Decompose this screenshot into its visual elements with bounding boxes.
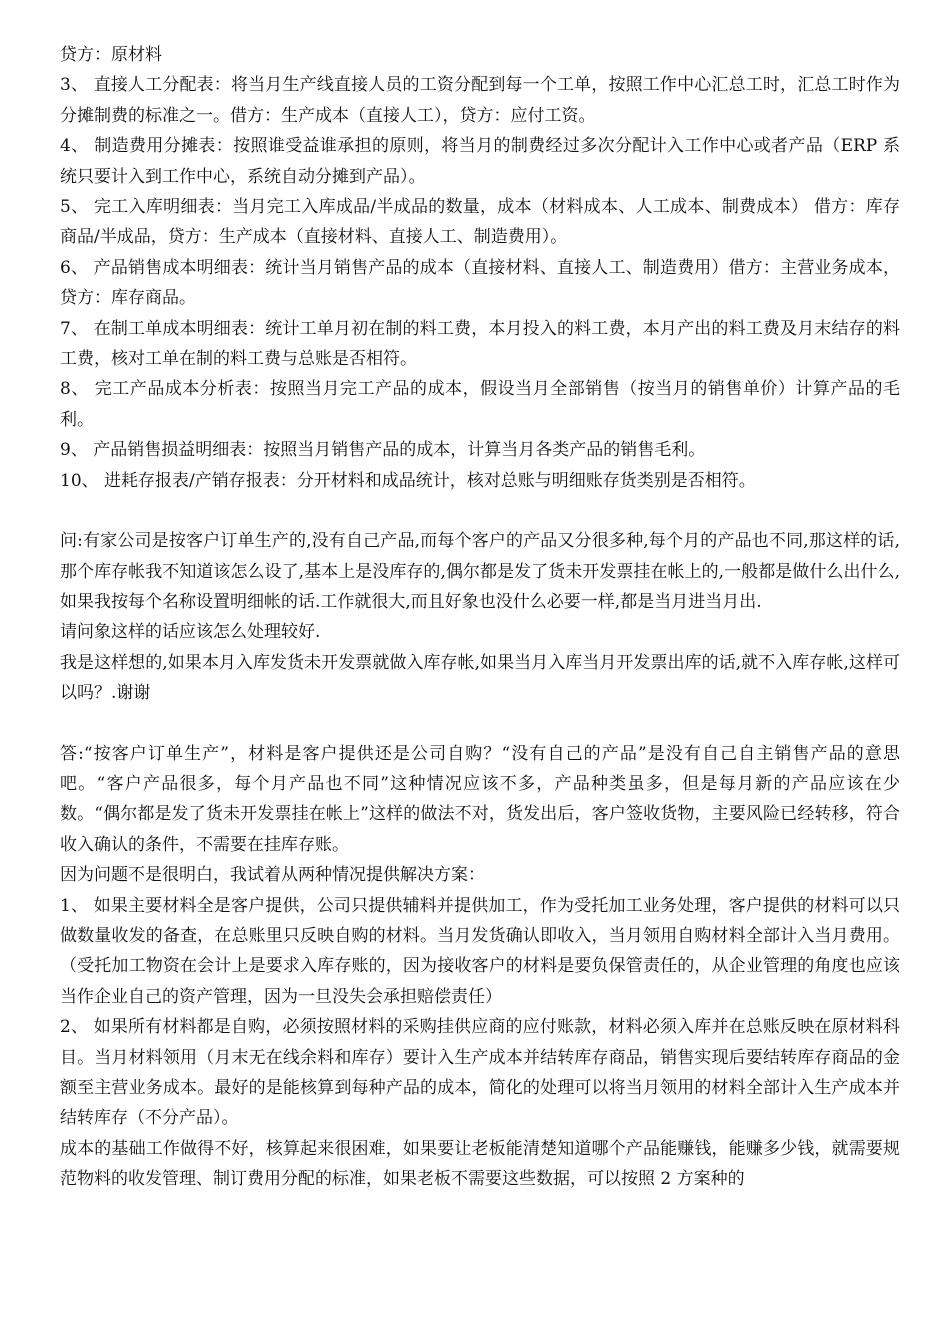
section-spacer [60,709,900,739]
question-proposal: 我是这样想的,如果本月入库发货未开发票就做入库存帐,如果当月入库当月开发票出库的话,就不入库存帐,这样可以吗？.谢谢 [60,652,900,704]
paragraph-item-9: 9、 产品销售损益明细表：按照当月销售产品的成本，计算当月各类产品的销售毛利。 [60,440,706,461]
paragraph-item-8: 8、 完工产品成本分析表：按照当月完工产品的成本，假设当月全部销售（按当月的销售单价）计算产品的毛利。 [60,379,900,430]
answer-solution-1: 1、 如果主要材料全是客户提供，公司只提供辅料并提供加工，作为受托加工业务处理，客户提供的材料可以只做数量收发的备查，在总账里只反映自购的材料。当月发货确认即收入，当月领用自购材料全部计入当月费用。（受托加工物资在会计上是要求入库存账的，因为接收客户的材料是要负保管责任的，从企业管理的角度也应该当作企业自己的资产管理，因为一旦没失会承担赔偿责任） [60,895,900,1007]
paragraph-credit-raw-material: 贷方：原材料 [60,45,162,65]
paragraph-item-5: 5、 完工入库明细表：当月完工入库成品/半成品的数量，成本（材料成本、人工成本、制费成本） 借方：库存商品/半成品，贷方：生产成本（直接材料、直接人工、制造费用）。 [60,197,900,248]
paragraph-item-10: 10、 进耗存报表/产销存报表：分开材料和成品统计，核对总账与明细账存货类别是否相符。 [60,470,756,491]
answer-paragraph: 答:“按客户订单生产”，材料是客户提供还是公司自购？“没有自己的产品”是没有自己自主销售产品的意思吧。“客户产品很多，每个月产品也不同”这种情况应该不多，产品种类虽多，但是每月新的产品应该在少数。“偶尔都是发了货未开发票挂在帐上”这样的做法不对，货发出后，客户签收货物，主要风险已经转移，符合收入确认的条件，不需要在挂库存账。 [60,743,900,855]
paragraph-item-6: 6、 产品销售成本明细表：统计当月销售产品的成本（直接材料、直接人工、制造费用）借方：主营业务成本，贷方：库存商品。 [60,257,900,309]
paragraph-item-7: 7、 在制工单成本明细表：统计工单月初在制的料工费，本月投入的料工费，本月产出的料工费及月末结存的料工费，核对工单在制的料工费与总账是否相符。 [60,318,900,370]
paragraph-item-3: 3、 直接人工分配表：将当月生产线直接人员的工资分配到每一个工单，按照工作中心汇总工时，汇总工时作为分摊制费的标准之一。借方：生产成本（直接人工），贷方：应付工资。 [60,75,900,126]
question-ask: 请问象这样的话应该怎么处理较好. [60,622,321,643]
answer-intro: 因为问题不是很明白，我试着从两种情况提供解决方案： [60,865,485,886]
answer-conclusion: 成本的基础工作做得不好，核算起来很困难，如果要让老板能清楚知道哪个产品能赚钱，能赚多少钱，就需要规范物料的收发管理、制订费用分配的标准，如果老板不需要这些数据，可以按照 2 方案种的 [60,1138,900,1190]
answer-solution-2: 2、 如果所有材料都是自购，必须按照材料的采购挂供应商的应付账款，材料必须入库并在总账反映在原材料科目。当月材料领用（月末无在线余料和库存）要计入生产成本并结转库存商品，销售实现后要结转库存商品的金额至主营业务成本。最好的是能核算到每种产品的成本，简化的处理可以将当月领用的材料全部计入生产成本并结转库存（不分产品）。 [60,1017,900,1129]
paragraph-item-4: 4、 制造费用分摊表：按照谁受益谁承担的原则，将当月的制费经过多次分配计入工作中心或者产品（ERP 系统只要计入到工作中心，系统自动分摊到产品）。 [60,136,900,187]
document-body [60,40,900,1195]
section-spacer [60,496,900,526]
question-paragraph: 问:有家公司是按客户订单生产的,没有自己产品,而每个客户的产品又分很多种,每个月的产品也不同,那这样的话,那个库存帐我不知道该怎么设了,基本上是没库存的,偶尔都是发了货未开发票挂在帐上的,一般都是做什么出什么,如果我按每个名称设置明细帐的话.工作就很大,而且好象也没什么必要一样,都是当月进当月出. [60,531,900,612]
